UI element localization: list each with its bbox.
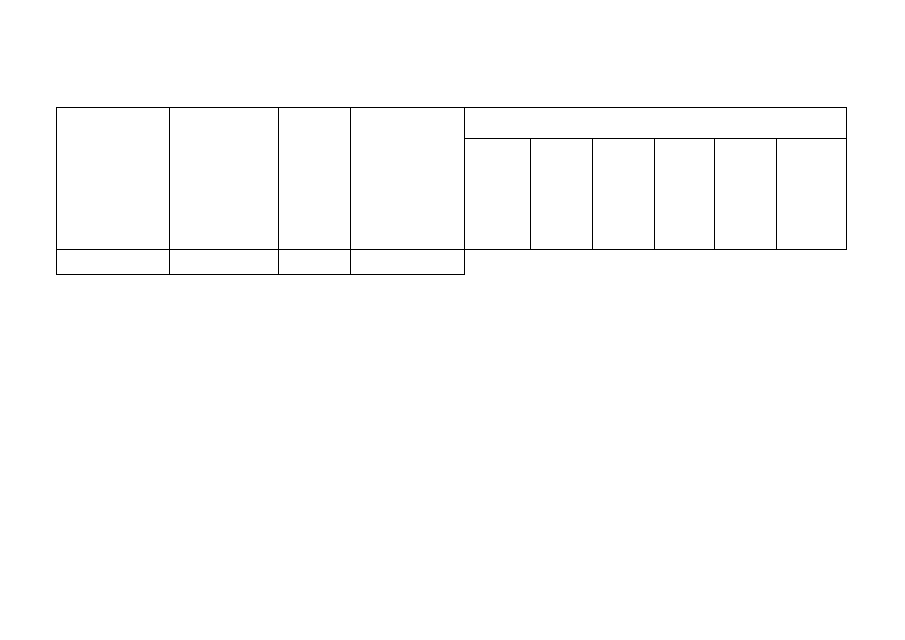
empty-cell bbox=[57, 250, 170, 275]
header-year bbox=[655, 139, 715, 250]
header-total bbox=[777, 139, 847, 250]
header-year bbox=[593, 139, 655, 250]
empty-cell bbox=[170, 250, 279, 275]
header-funding-source bbox=[351, 108, 465, 250]
header-year bbox=[715, 139, 777, 250]
funding-source bbox=[351, 250, 465, 275]
header-year bbox=[531, 139, 593, 250]
header-program-name bbox=[57, 108, 170, 250]
header-budget-manager bbox=[279, 108, 351, 250]
header-financing-plan bbox=[465, 108, 847, 139]
financing-table bbox=[56, 107, 847, 275]
header-federal-program bbox=[170, 108, 279, 250]
header-year bbox=[465, 139, 531, 250]
header-row-1 bbox=[57, 108, 847, 139]
empty-cell bbox=[279, 250, 351, 275]
table-row bbox=[57, 250, 847, 275]
